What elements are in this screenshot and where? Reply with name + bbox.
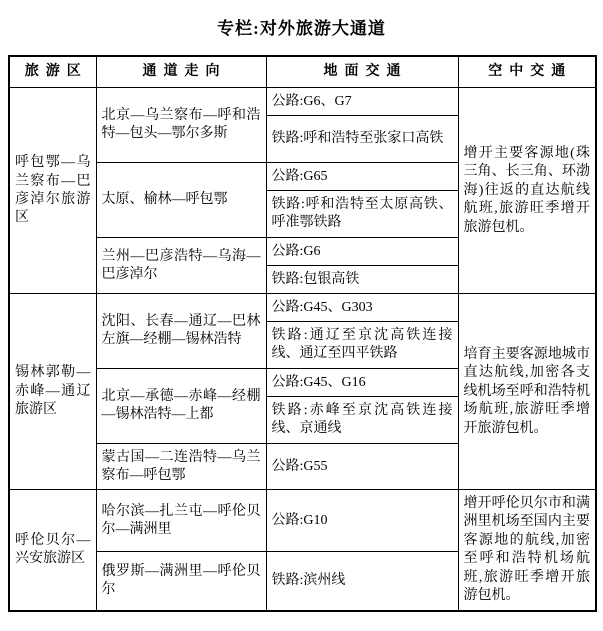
- route-cell: 哈尔滨—扎兰屯—呼伦贝尔—满洲里: [96, 490, 266, 552]
- tourism-channel-table: [8, 55, 597, 612]
- ground-cell: 铁路:通辽至京沈高铁连接线、通辽至四平铁路: [266, 322, 458, 369]
- ground-cell: 公路:G6: [266, 238, 458, 266]
- ground-cell: 铁路:滨州线: [266, 552, 458, 611]
- page-title: 专栏:对外旅游大通道: [217, 19, 386, 38]
- route-cell: 太原、榆林—呼包鄂: [96, 163, 266, 238]
- table-row: [9, 490, 596, 552]
- route-cell: 蒙古国—二连浩特—乌兰察布—呼包鄂: [96, 444, 266, 490]
- route-cell: 俄罗斯—满洲里—呼伦贝尔: [96, 552, 266, 611]
- area-cell: 锡林郭勒—赤峰—通辽旅游区: [9, 294, 96, 490]
- route-cell: 沈阳、长春—通辽—巴林左旗—经棚—锡林浩特: [96, 294, 266, 369]
- ground-cell: 公路:G45、G16: [266, 369, 458, 397]
- ground-cell: 公路:G65: [266, 163, 458, 191]
- ground-cell: 公路:G45、G303: [266, 294, 458, 322]
- ground-cell: 铁路:呼和浩特至太原高铁、呼准鄂铁路: [266, 191, 458, 238]
- table-row: [9, 294, 596, 322]
- ground-cell: 铁路:呼和浩特至张家口高铁: [266, 116, 458, 163]
- ground-cell: 公路:G6、G7: [266, 88, 458, 116]
- header-ground-transport: 地面交通: [266, 56, 458, 88]
- route-cell: 北京—承德—赤峰—经棚—锡林浩特—上都: [96, 369, 266, 444]
- air-cell: 增开主要客源地(珠三角、长三角、环渤海)往返的直达航线航班,旅游旺季增开旅游包机。: [458, 88, 596, 294]
- area-cell: 呼伦贝尔—兴安旅游区: [9, 490, 96, 611]
- route-cell: 兰州—巴彦浩特—乌海—巴彦淖尔: [96, 238, 266, 294]
- air-cell: 培育主要客源地城市直达航线,加密各支线机场至呼和浩特机场航班,旅游旺季增开旅游包机。: [458, 294, 596, 490]
- area-cell: 呼包鄂—乌兰察布—巴彦淖尔旅游区: [9, 88, 96, 294]
- header-row: [9, 56, 596, 88]
- header-air-transport: 空中交通: [458, 56, 596, 88]
- header-channel-direction: 通道走向: [96, 56, 266, 88]
- ground-cell: 铁路:包银高铁: [266, 266, 458, 294]
- ground-cell: 铁路:赤峰至京沈高铁连接线、京通线: [266, 397, 458, 444]
- header-tourism-area: 旅游区: [9, 56, 96, 88]
- ground-cell: 公路:G10: [266, 490, 458, 552]
- ground-cell: 公路:G55: [266, 444, 458, 490]
- table-header: [9, 56, 596, 88]
- route-cell: 北京—乌兰察布—呼和浩特—包头—鄂尔多斯: [96, 88, 266, 163]
- table-row: [9, 88, 596, 116]
- air-cell: 增开呼伦贝尔市和满洲里机场至国内主要客源地的航线,加密至呼和浩特机场航班,旅游旺季增开旅游包机。: [458, 490, 596, 611]
